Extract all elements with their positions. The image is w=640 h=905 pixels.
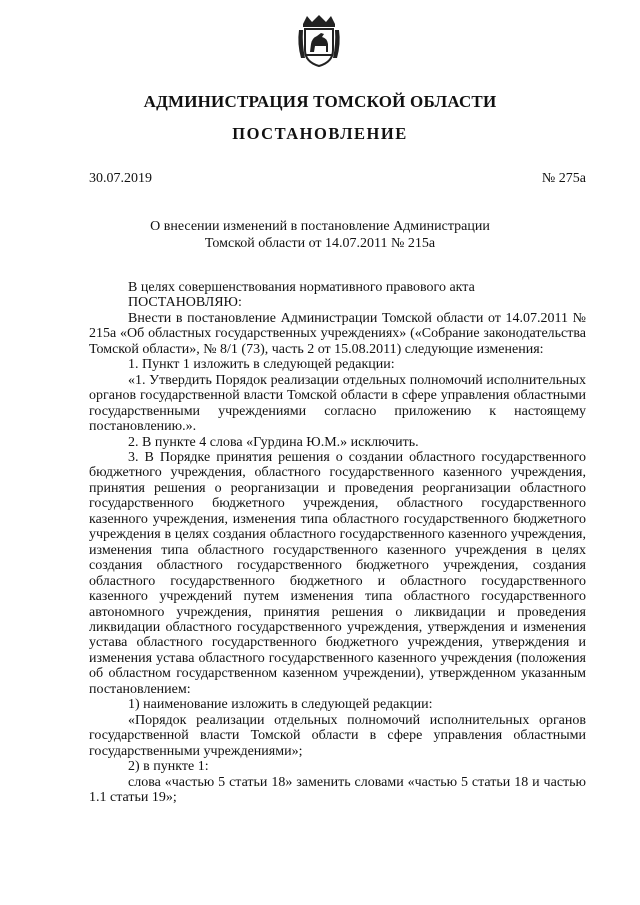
preamble-paragraph: В целях совершенствования нормативного правового акта <box>128 280 475 295</box>
document-body <box>89 280 586 805</box>
body-paragraph: 2) в пункте 1: <box>128 759 209 775</box>
body-paragraph: слова «частью 5 статьи 18» заменить словами «частью 5 статьи 18 и частью 1.1 статьи 19»; <box>89 774 586 805</box>
body-paragraph: «Порядок реализации отдельных полномочий исполнительных органов государственной власти Томской области в сфере управления областными государственными учреждениями»; <box>89 712 586 759</box>
body-paragraph: «1. Утвердить Порядок реализации отдельных полномочий исполнительных органов государственной власти Томской области в сфере управления областными государственными учреждениями согласно приложению к настоящему постановлению.». <box>89 372 586 435</box>
tomsk-coat-of-arms-icon <box>297 14 341 68</box>
body-paragraph: 3. В Порядке принятия решения о создании областного государственного бюджетного учреждения, областного государственного казенного учреждения, принятия решения о реорганизации и проведения реорганизации областного государственного бюджетного учреждения, областного государственного казенного учреждения, изменения типа областного государственного бюджетного учреждения в целях создания областного государственного казенного учреждения, изменения типа областного государственного казенного учреждения в целях создания областного государственного бюджетного учреждения, создания областного государственного бюджетного и областного государственного казенного учреждений путем изменения типа областного государственного автономного учреждения, принятия решения о ликвидации и проведения ликвидации областного государственного учреждения, утверждения и изменения устава областного государственного бюджетного учреждения, утверждения и изменения устава областного государственного казенного учреждения (положения об областном государственном казенном учреждении), утвержденном указанным постановлением: <box>89 449 586 697</box>
document-date: 30.07.2019 <box>89 171 152 186</box>
body-paragraph: Внести в постановление Администрации Томской области от 14.07.2011 № 215а «Об областных государственных учреждениях» («Собрание законодательства Томской области», № 8/1 (73), часть 2 от 15.08.2011) следующие изменения: <box>89 310 586 357</box>
body-paragraph: 1) наименование изложить в следующей редакции: <box>128 697 433 713</box>
body-paragraph: 1. Пункт 1 изложить в следующей редакции: <box>128 357 395 373</box>
document-type: ПОСТАНОВЛЕНИЕ <box>232 124 408 143</box>
subject-line: Томской области от 14.07.2011 № 215а <box>204 236 436 251</box>
resolution-word: ПОСТАНОВЛЯЮ: <box>128 295 242 311</box>
body-paragraph: 2. В пункте 4 слова «Гурдина Ю.М.» исключить. <box>128 434 419 450</box>
subject-line: О внесении изменений в постановление Администрации <box>150 219 490 234</box>
document-subject <box>0 218 640 252</box>
document-number: № 275а <box>541 171 586 186</box>
organization-title: АДМИНИСТРАЦИЯ ТОМСКОЙ ОБЛАСТИ <box>143 92 497 111</box>
